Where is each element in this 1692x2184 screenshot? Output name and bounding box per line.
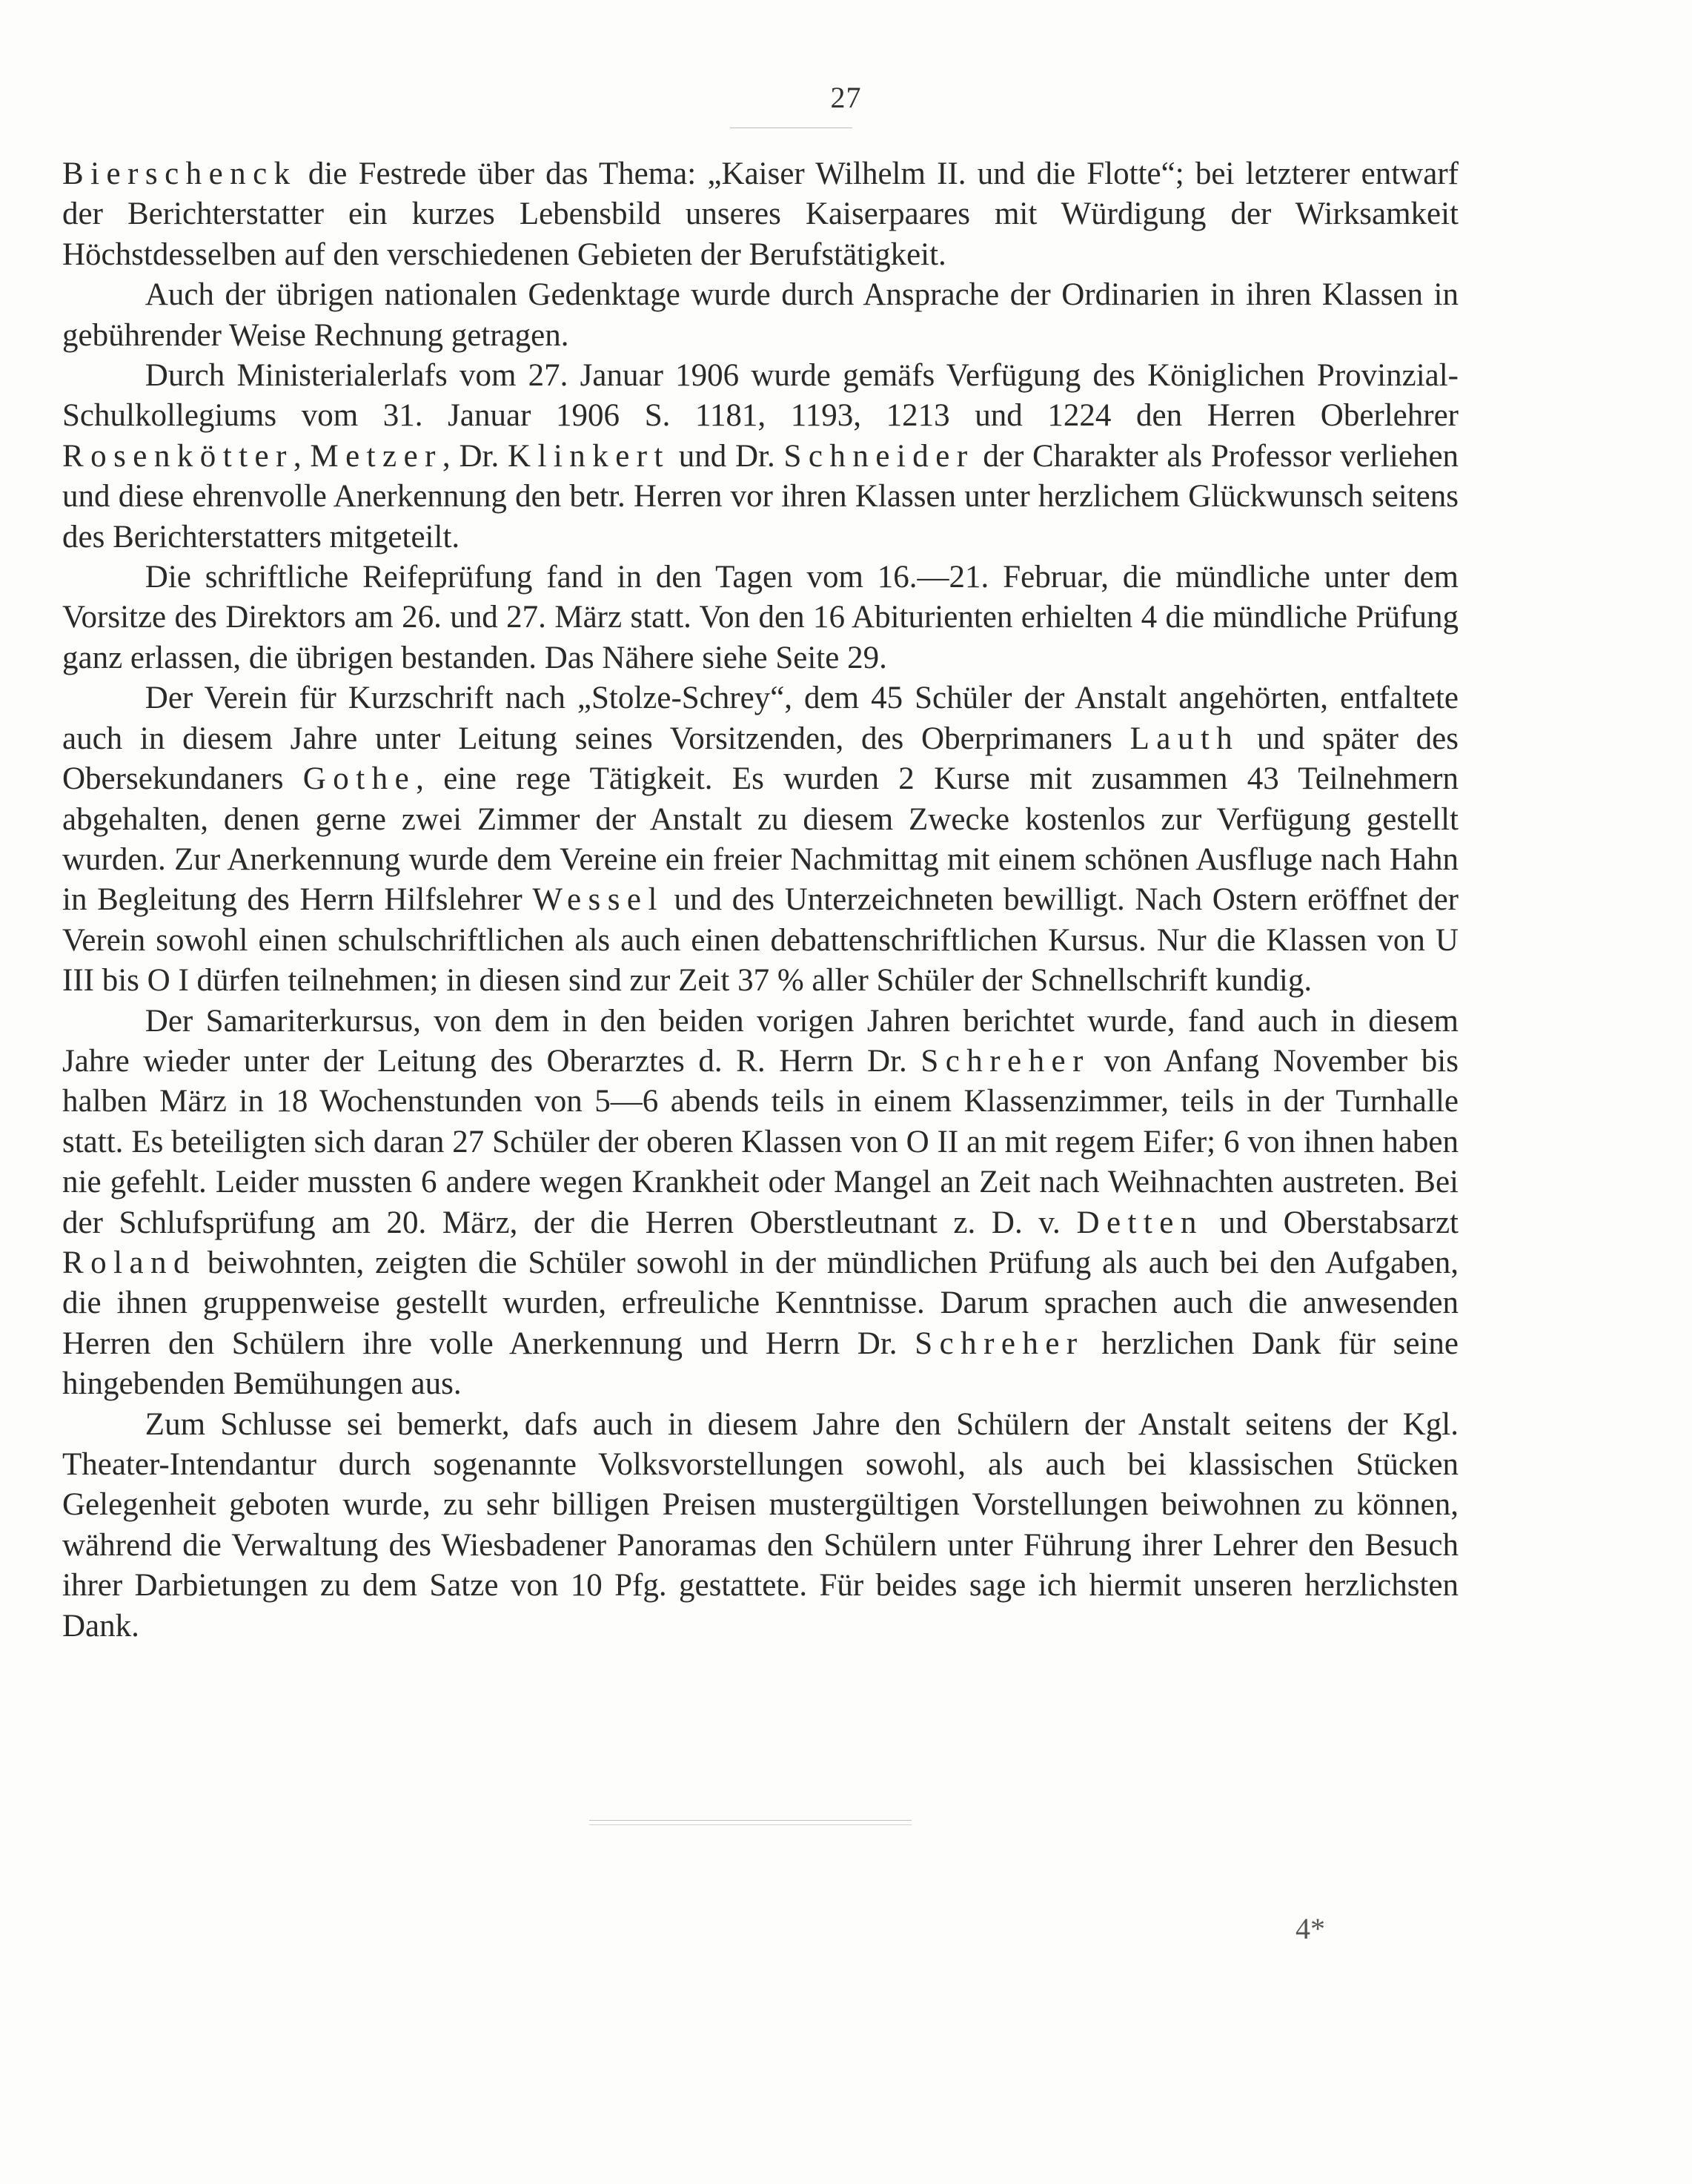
spaced-name: Klinkert [507, 438, 670, 474]
paragraph [62, 275, 1459, 356]
spaced-name: Lauth [1129, 721, 1240, 756]
paragraph [62, 1002, 1459, 1405]
paragraph-text: und Dr. [669, 438, 784, 474]
signature-mark: 4* [1295, 1912, 1325, 1945]
spaced-name: Wessel [532, 882, 664, 918]
paragraph-text: Durch Ministerialerlafs vom 27. Januar 1906 wurde gemäfs Verfügung des Königlichen Provinzial-Schulkollegiums vom 31. Januar 1906 S. 1181, 1193, 1213 und 1224 den Herren Oberlehrer [62, 358, 1459, 434]
paragraph-text: die Festrede über das Thema: „Kaiser Wilhelm II. und die Flotte“; bei letzterer entwarf der Berichterstatter ein kurzes Lebensbild unseres Kaiserpaares mit Würdigung der Wirksamkeit Höchstdesselben auf den verschiedenen Gebieten der Berufstätigkeit. [62, 156, 1459, 272]
paragraph-text: , [293, 438, 311, 474]
paragraph-text: Die schriftliche Reifeprüfung fand in den Tagen vom 16.—21. Februar, die mündliche unter dem Vorsitze des Direktors am 26. und 27. März statt. Von den 16 Abiturienten erhielten 4 die mündliche Prüfung ganz erlassen, die übrigen bestanden. Das Nähere siehe Seite 29. [62, 560, 1459, 675]
spaced-name: Bierschenck [62, 156, 297, 191]
paragraph-text: und später des Obersekundaners [62, 721, 1459, 797]
spaced-name: Schreher [920, 1043, 1090, 1079]
paragraph [62, 154, 1459, 275]
paragraph-text: Der Samariterkursus, von dem in den beiden vorigen Jahren berichtet wurde, fand auch in diesem Jahre wieder unter der Leitung des Oberarztes d. R. Herrn Dr. [62, 1003, 1459, 1079]
paragraph-text: beiwohnten, zeigten die Schüler sowohl in der mündlichen Prüfung als auch bei den Aufgaben, die ihnen gruppenweise gestellt wurden, erfreuliche Kenntnisse. Darum sprachen auch die anwesenden Herren den Schülern ihre volle Anerkennung und Herrn Dr. [62, 1245, 1459, 1361]
paragraph-text: , Dr. [442, 438, 508, 474]
spaced-name: Schneider [783, 438, 975, 474]
spaced-name: Gothe [302, 761, 417, 797]
paragraph-text: , eine rege Tätigkeit. Es wurden 2 Kurse mit zusammen 43 Teilnehmern abgehalten, denen gerne zwei Zimmer der Anstalt zu diesem Zwecke kostenlos zur Verfügung gestellt wurden. Zur Anerkennung wurde dem Vereine ein freier Nachmittag mit einem schönen Ausfluge nach Hahn in Begleitung des Herrn Hilfslehrer [62, 761, 1459, 918]
end-of-section-rule [589, 1820, 912, 1825]
spaced-name: Metzer [310, 438, 442, 474]
spaced-name: Rosenkötter [62, 438, 293, 474]
paragraph-text: von Anfang November bis halben März in 18 Wochenstunden von 5—6 abends teils in einem Klassenzimmer, teils in der Turnhalle statt. Es beteiligten sich daran 27 Schüler der oberen Klassen von O II an mit regem Eifer; 6 von ihnen haben nie gefehlt. Leider mussten 6 andere wegen Krankheit oder Mangel an Zeit nach Weihnachten austreten. Bei der Schlufsprüfung am 20. März, der die Herren Oberstleutnant z. D. v. [62, 1043, 1459, 1240]
paragraph-text: und Oberstabsarzt [1203, 1205, 1459, 1240]
spaced-name: Detten [1076, 1205, 1204, 1240]
page-number: 27 [830, 81, 862, 114]
body-text [62, 154, 1459, 1647]
paragraph [62, 678, 1459, 1001]
paragraph-text: herzlichen Dank für seine hingebenden Bemühungen aus. [62, 1326, 1459, 1402]
paragraph [62, 1405, 1459, 1647]
paragraph-text: Zum Schlusse sei bemerkt, dafs auch in diesem Jahre den Schülern der Anstalt seitens der Kgl. Theater-Intendantur durch sogenannte Volksvorstellungen sowohl, als auch bei klassischen Stücken Gelegenheit geboten wurde, zu sehr billigen Preisen mustergültigen Vorstellungen beiwohnen zu können, während die Verwaltung des Wiesbadener Panoramas den Schülern unter Führung ihrer Lehrer den Besuch ihrer Darbietungen zu dem Satze von 10 Pfg. gestattete. Für beides sage ich hiermit unseren herzlichsten Dank. [62, 1406, 1459, 1644]
spaced-name: Schreher [915, 1326, 1084, 1361]
paragraph-text: der Charakter als Professor verliehen und diese ehrenvolle Anerkennung den betr. Herren vor ihren Klassen unter herzlichem Glückwunsch seitens des Berichterstatters mitgeteilt. [62, 438, 1459, 555]
spaced-name: Roland [62, 1245, 196, 1280]
paragraph-text: und des Unterzeichneten bewilligt. Nach Ostern eröffnet der Verein sowohl einen schulschriftlichen als auch einen debattenschriftlichen Kursus. Nur die Klassen von U III bis O I dürfen teilnehmen; in diesen sind zur Zeit 37 % aller Schüler der Schnellschrift kundig. [62, 882, 1459, 999]
paragraph-text: Der Verein für Kurzschrift nach „Stolze-Schrey“, dem 45 Schüler der Anstalt angehörten, entfaltete auch in diesem Jahre unter Leitung seines Vorsitzenden, des Oberprimaners [62, 681, 1459, 756]
paragraph-text: Auch der übrigen nationalen Gedenktage wurde durch Ansprache der Ordinarien in ihren Klassen in gebührender Weise Rechnung getragen. [62, 277, 1459, 353]
paragraph [62, 557, 1459, 678]
paragraph [62, 356, 1459, 557]
